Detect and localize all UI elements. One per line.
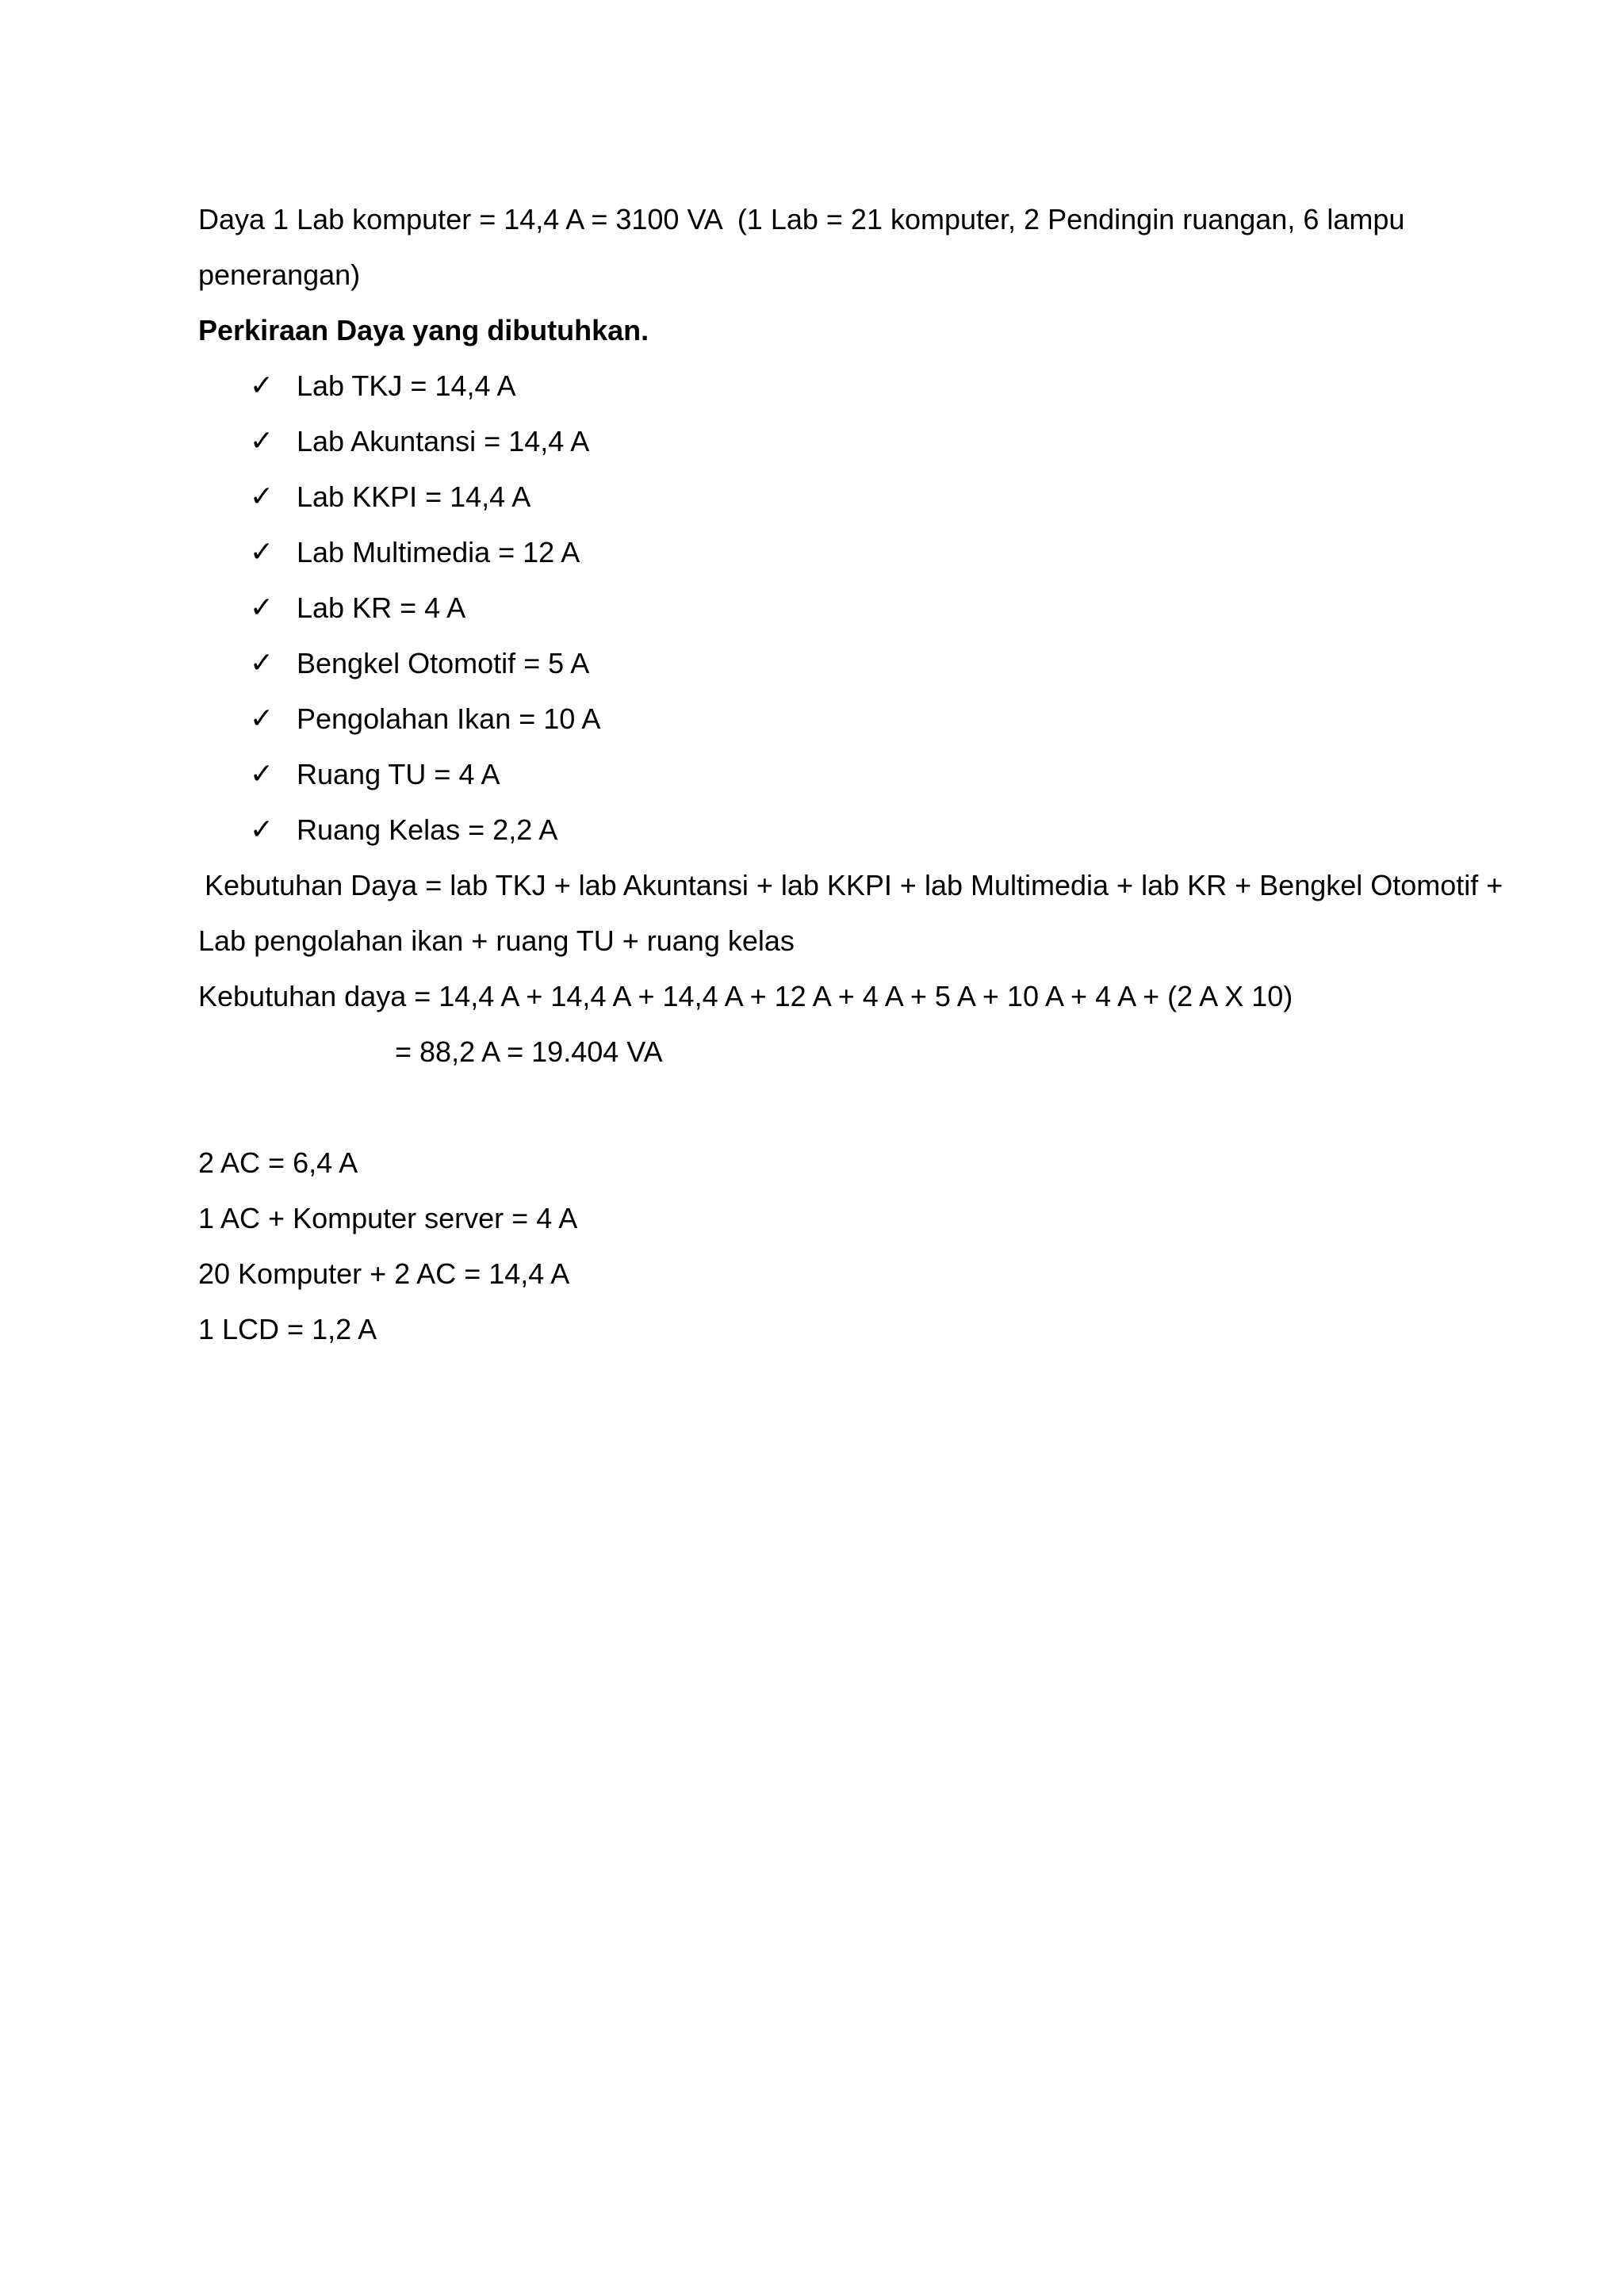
checkmark-icon: ✓ [249,647,274,679]
intro-line-1: Daya 1 Lab komputer = 14,4 A = 3100 VA (1 Lab = 21 komputer, 2 Pendingin ruangan, 6 lampu [198,203,1405,235]
list-item [198,691,1435,747]
list-item [198,525,1435,580]
section-heading: Perkiraan Daya yang dibutuhkan. [198,314,649,346]
list-item-text: Pengolahan Ikan = 10 A [297,702,601,735]
list-item [198,358,1435,414]
checkmark-icon: ✓ [249,813,274,846]
note-line: 1 LCD = 1,2 A [198,1313,377,1345]
list-item [198,414,1435,469]
checkmark-icon: ✓ [249,369,274,402]
checkmark-icon: ✓ [249,536,274,568]
checkmark-icon: ✓ [249,480,274,513]
list-item [198,636,1435,691]
list-item-text: Lab TKJ = 14,4 A [297,369,516,402]
note-line: 20 Komputer + 2 AC = 14,4 A [198,1257,570,1290]
list-item-text: Bengkel Otomotif = 5 A [297,647,590,679]
checkmark-icon: ✓ [249,591,274,624]
checkmark-icon: ✓ [249,425,274,457]
list-item-text: Lab Akuntansi = 14,4 A [297,425,590,457]
formula-line-2: Lab pengolahan ikan + ruang TU + ruang kelas [198,924,795,957]
power-checklist [198,358,1435,858]
list-item-text: Ruang TU = 4 A [297,758,500,790]
blank-line [198,1080,1435,1135]
note-line: 1 AC + Komputer server = 4 A [198,1202,578,1234]
list-item-text: Lab KR = 4 A [297,591,466,624]
list-item-text: Lab Multimedia = 12 A [297,536,580,568]
checkmark-icon: ✓ [249,758,274,790]
intro-line-2: penerangan) [198,258,361,291]
list-item [198,802,1435,858]
note-line: 2 AC = 6,4 A [198,1146,358,1179]
checkmark-icon: ✓ [249,702,274,735]
list-item [198,747,1435,802]
list-item-text: Lab KKPI = 14,4 A [297,480,531,513]
formula-line-1: Kebutuhan Daya = lab TKJ + lab Akuntansi + lab KKPI + lab Multimedia + lab KR + Bengkel Otomotif + [205,869,1503,901]
list-item [198,580,1435,636]
document-body [198,192,1503,1357]
list-item [198,469,1435,525]
list-item-text: Ruang Kelas = 2,2 A [297,813,558,846]
formula-result: = 88,2 A = 19.404 VA [395,1035,663,1068]
formula-line-3: Kebutuhan daya = 14,4 A + 14,4 A + 14,4 A + 12 A + 4 A + 5 A + 10 A + 4 A + (2 A X 10) [198,980,1293,1012]
